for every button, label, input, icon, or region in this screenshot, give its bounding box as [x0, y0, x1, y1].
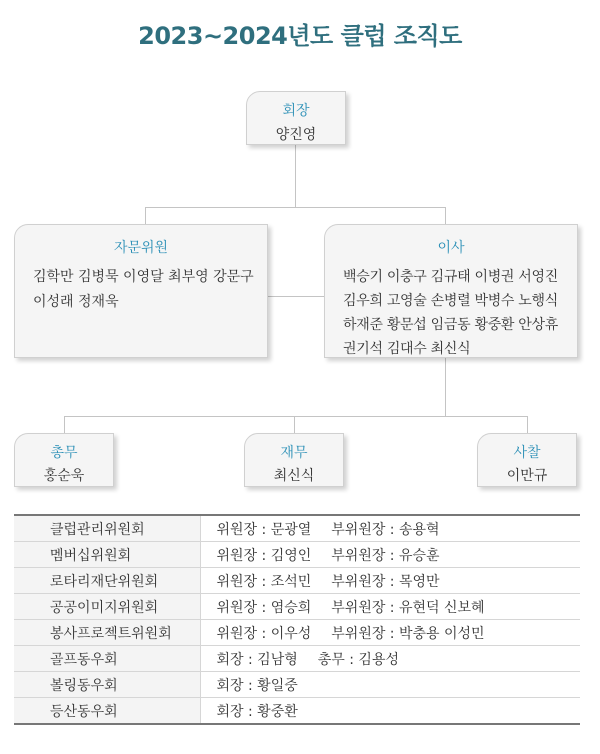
connector-treasurer-up [294, 416, 295, 433]
directors-line: 백승기 이충구 김규태 이병권 서영진 [343, 269, 558, 285]
connector-middle-horizontal [268, 296, 324, 297]
club-secretary: 총무 : 김용성 [317, 651, 399, 668]
committee-chair: 위원장 : 염승희 [216, 599, 312, 616]
connector-directors-up [445, 207, 446, 224]
directors-role: 이사 [437, 240, 465, 256]
table-row [14, 620, 580, 646]
table-row [14, 568, 580, 594]
secretary-name: 홍순욱 [43, 468, 85, 484]
treasurer-name: 최신식 [273, 468, 315, 484]
committee-vice-chair: 부위원장 : 송용혁 [331, 521, 440, 538]
directors-line: 권기석 김대수 최신식 [343, 341, 471, 357]
connector-auditor-up [527, 416, 528, 433]
president-role: 회장 [282, 103, 310, 119]
treasurer-box [244, 433, 344, 487]
advisory-line: 김학만 김병묵 이영달 최부영 강문구 [33, 269, 254, 285]
club-president: 회장 : 황중환 [216, 703, 298, 720]
advisory-role: 자문위원 [113, 240, 169, 256]
club-president: 회장 : 김남형 [216, 651, 298, 668]
treasurer-role: 재무 [280, 445, 308, 461]
committee-name: 멤버십위원회 [14, 542, 200, 568]
connector-directors-down [445, 358, 446, 416]
committee-name: 클럽관리위원회 [14, 515, 200, 542]
committee-chair: 위원장 : 김영인 [216, 547, 312, 564]
directors-line: 하재준 황문섭 임금동 황중환 안상휴 [343, 317, 558, 333]
committee-name: 봉사프로젝트위원회 [14, 620, 200, 646]
directors-line: 김우희 고영술 손병렬 박병수 노행식 [343, 293, 558, 309]
table-row [14, 646, 580, 672]
committee-chair: 위원장 : 문광열 [216, 521, 312, 538]
connector-bottom-horizontal [64, 416, 527, 417]
table-row [14, 515, 580, 542]
secretary-box [14, 433, 114, 487]
committee-name: 골프동우회 [14, 646, 200, 672]
committee-vice-chair: 부위원장 : 유현덕 신보혜 [331, 599, 485, 616]
president-name: 양진영 [275, 127, 317, 143]
committee-name: 볼링동우회 [14, 672, 200, 698]
connector-secretary-up [64, 416, 65, 433]
table-row [14, 698, 580, 725]
directors-box [324, 224, 578, 358]
connector-advisory-up [145, 207, 146, 224]
president-box [246, 91, 346, 145]
committee-table [14, 514, 580, 725]
auditor-box [477, 433, 577, 487]
committee-chair: 위원장 : 이우성 [216, 625, 312, 642]
auditor-name: 이만규 [506, 468, 548, 484]
committee-name: 등산동우회 [14, 698, 200, 725]
connector-top-horizontal [145, 207, 445, 208]
club-president: 회장 : 황일중 [216, 677, 298, 694]
committee-vice-chair: 부위원장 : 박충용 이성민 [331, 625, 485, 642]
committee-name: 공공이미지위원회 [14, 594, 200, 620]
page-title: 2023~2024년도 클럽 조직도 [138, 22, 462, 50]
auditor-role: 사찰 [513, 445, 541, 461]
table-row [14, 594, 580, 620]
connector-president-down [295, 145, 296, 207]
committee-name: 로타리재단위원회 [14, 568, 200, 594]
advisory-box [14, 224, 268, 358]
committee-vice-chair: 부위원장 : 유승훈 [331, 547, 440, 564]
table-row [14, 542, 580, 568]
committee-chair: 위원장 : 조석민 [216, 573, 312, 590]
advisory-line: 이성래 정재욱 [33, 294, 119, 310]
committee-vice-chair: 부위원장 : 목영만 [331, 573, 440, 590]
secretary-role: 총무 [50, 445, 78, 461]
table-row [14, 672, 580, 698]
